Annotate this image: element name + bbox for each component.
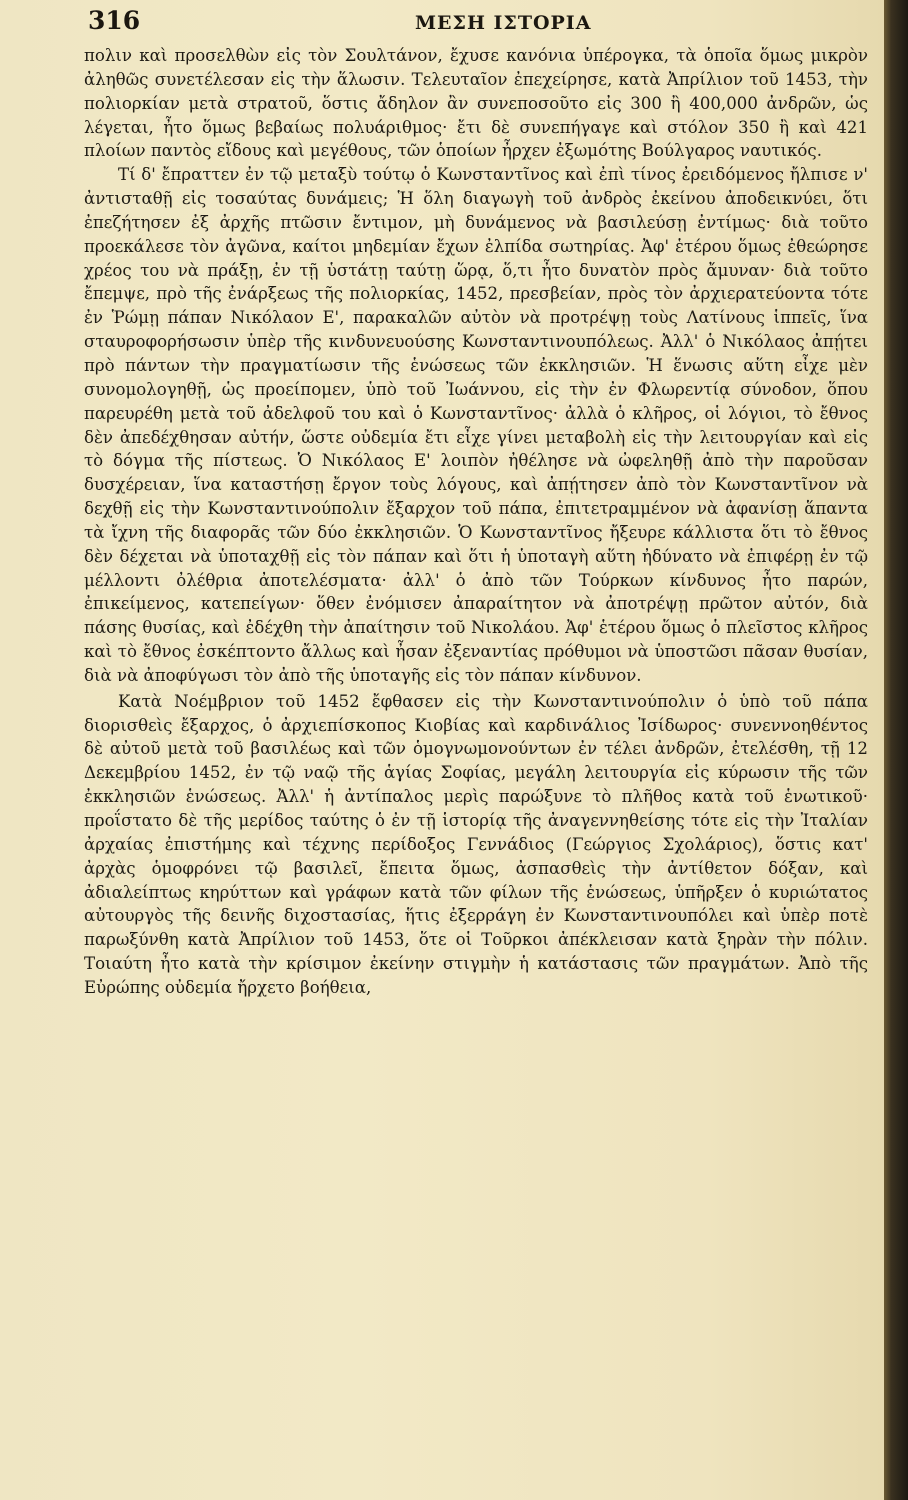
page-edge <box>884 0 908 1500</box>
paragraph-2: Τί δ' ἔπραττεν ἐν τῷ μεταξὺ τούτῳ ὁ Κωνσταντῖνος καὶ ἐπὶ τίνος ἐρειδόμενος ἤλπισε ν' ἀντισταθῇ εἰς τοσαύτας δυνάμεις; Ἡ ὅλη διαγωγὴ τοῦ ἀνδρὸς ἐκείνου ἀποδεικνύει, ὅτι ἐπεζήτησεν ἐξ ἀρχῆς πτῶσιν ἔντιμον, μὴ δυνάμενος νὰ βασιλεύσῃ ἐντίμως· διὰ τοῦτο προεκάλεσε τὸν ἀγῶνα, καίτοι μηδεμίαν ἔχων ἐλπίδα σωτηρίας. Ἀφ' ἑτέρου ὅμως ἐθεώρησε χρέος του νὰ πράξῃ, ἐν τῇ ὑστάτῃ ταύτῃ ὥρᾳ, ὅ,τι ἦτο δυνατὸν πρὸς ἄμυναν· διὰ τοῦτο ἔπεμψε, πρὸ τῆς ἐνάρξεως τῆς πολιορκίας, 1452, πρεσβείαν, πρὸς τὸν ἀρχιερατεύοντα τότε ἐν Ῥώμῃ πάπαν Νικόλαον Ε', παρακαλῶν αὐτὸν νὰ προτρέψῃ τοὺς Λατίνους ἱππεῖς, ἵνα σταυροφορήσωσιν ὑπὲρ τῆς κινδυνευούσης Κωνσταντινουπόλεως. Ἀλλ' ὁ Νικόλαος ἀπῄτει πρὸ πάντων τὴν πραγματίωσιν τῆς ἑνώσεως τῶν ἐκκλησιῶν. Ἡ ἕνωσις αὕτη εἶχε μὲν συνομολογηθῇ, ὡς προείπομεν, ὑπὸ τοῦ Ἰωάννου, εἰς τὴν ἐν Φλωρεντίᾳ σύνοδον, ὅπου παρευρέθη μετὰ τοῦ ἀδελφοῦ του καὶ ὁ Κωνσταντῖνος· ἀλλὰ ὁ κλῆρος, οἱ λόγιοι, τὸ ἔθνος δὲν ἀπεδέχθησαν αὐτήν, ὥστε οὐδεμία ἔτι εἶχε γίνει μεταβολὴ εἰς τὴν λειτουργίαν καὶ εἰς τὸ δόγμα τῆς πίστεως. Ὁ Νικόλαος Ε' λοιπὸν ἠθέλησε νὰ ὠφεληθῇ ἀπὸ τὴν παροῦσαν δυσχέρειαν, ἵνα καταστήσῃ ἔργον τοὺς λόγους, καὶ ἀπῄτησεν ἀπὸ τὸν Κωνσταντῖνον νὰ δεχθῇ εἰς τὴν Κωνσταντινούπολιν ἔξαρχον τοῦ πάπα, ἐπιτετραμμένον νὰ ἀφανίσῃ ἅπαντα τὰ ἴχνη τῆς διαφορᾶς τῶν δύο ἐκκλησιῶν. Ὁ Κωνσταντῖνος ἤξευρε κάλλιστα ὅτι τὸ ἔθνος δὲν δέχεται νὰ ὑποταχθῇ εἰς τὸν πάπαν καὶ ὅτι ἡ ὑποταγὴ αὕτη ἠδύνατο νὰ ἐπιφέρῃ ἐν τῷ μέλλοντι ὀλέθρια ἀποτελέσματα· ἀλλ' ὁ ἀπὸ τῶν Τούρκων κίνδυνος ἦτο παρών, ἐπικείμενος, κατεπείγων· ὅθεν ἐνόμισεν ἀπαραίτητον νὰ ἀποτρέψῃ πρῶτον αὐτόν, διὰ πάσης θυσίας, καὶ ἐδέχθη τὴν ἀπαίτησιν τοῦ Νικολάου. Ἀφ' ἑτέρου ὅμως ὁ πλεῖστος κλῆρος καὶ τὸ ἔθνος ἐσκέπτοντο ἄλλως καὶ ἦσαν ἐξεναντίας πρόθυμοι νὰ ὑποστῶσι πᾶσαν θυσίαν, διὰ νὰ ἀποφύγωσι τὸν ἀπὸ τῆς ὑποταγῆς εἰς τὸν πάπαν κίνδυνον. <box>84 165 868 685</box>
page-header <box>80 4 880 44</box>
paragraph-1: πολιν καὶ προσελθὼν εἰς τὸν Σουλτάνον, ἔχυσε κανόνια ὑπέρογκα, τὰ ὁποῖα ὅμως μικρὸν ἀληθῶς συνετέλεσαν εἰς τὴν ἅλωσιν. Τελευταῖον ἐπεχείρησε, κατὰ Ἀπρίλιον τοῦ 1453, τὴν πολιορκίαν μετὰ στρατοῦ, ὅστις ἄδηλον ἂν συνεποσοῦτο εἰς 300 ἢ 400,000 ἀνδρῶν, ὡς λέγεται, ἦτο ὅμως βεβαίως πολυάριθμος· ἔτι δὲ συνεπήγαγε καὶ στόλον 350 ἢ καὶ 421 πλοίων παντὸς εἴδους καὶ μεγέθους, τῶν ὁποίων ἦρχεν ἐξωμότης Βούλγαρος ναυτικός. <box>84 46 868 161</box>
paragraph-3: Κατὰ Νοέμβριον τοῦ 1452 ἔφθασεν εἰς τὴν Κωνσταντινούπολιν ὁ ὑπὸ τοῦ πάπα διορισθεὶς ἔξαρχος, ὁ ἀρχιεπίσκοπος Κιοβίας καὶ καρδινάλιος Ἰσίδωρος· συνεννοηθέντος δὲ αὐτοῦ μετὰ τοῦ βασιλέως καὶ τῶν ὁμογνωμονούντων ἐν τέλει ἀνδρῶν, ἐτελέσθη, τῇ 12 Δεκεμβρίου 1452, ἐν τῷ ναῷ τῆς ἁγίας Σοφίας, μεγάλη λειτουργία εἰς κύρωσιν τῆς τῶν ἐκκλησιῶν ἑνώσεως. Ἀλλ' ἡ ἀντίπαλος μερὶς παρώξυνε τὸ πλῆθος κατὰ τοῦ ἑνωτικοῦ· προΐστατο δὲ τῆς μερίδος ταύτης ὁ ἐν τῇ ἱστορίᾳ τῆς ἀναγεννηθείσης τότε εἰς τὴν Ἰταλίαν ἀρχαίας ἐπιστήμης καὶ τέχνης περίδοξος Γεννάδιος (Γεώργιος Σχολάριος), ὅστις κατ' ἀρχὰς ὁμοφρόνει τῷ βασιλεῖ, ἔπειτα ὅμως, ἀσπασθεὶς τὴν ἀντίθετον δόξαν, καὶ ἀδιαλείπτως κηρύττων καὶ γράφων κατὰ τῶν φίλων τῆς ἑνώσεως, ὑπῆρξεν ὁ κυριώτατος αὐτουργὸς τῆς δεινῆς διχοστασίας, ἥτις ἐξερράγη ἐν Κωνσταντινουπόλει καὶ ὑπὲρ ποτὲ παρωξύνθη κατὰ Ἀπρίλιον τοῦ 1453, ὅτε οἱ Τοῦρκοι ἀπέκλεισαν κατὰ ξηρὰν τὴν πόλιν. Τοιαύτη ἦτο κατὰ τὴν κρίσιμον ἐκείνην στιγμὴν ἡ κατάστασις τῶν πραγμάτων. Ἀπὸ τῆς Εὐρώπης οὐδεμία ἤρχετο βοήθεια, <box>84 691 868 997</box>
body-text <box>84 44 868 1000</box>
page-number: 316 <box>88 6 141 35</box>
running-title: ΜΕΣΗ ΙΣΤΟΡΙΑ <box>415 12 592 34</box>
